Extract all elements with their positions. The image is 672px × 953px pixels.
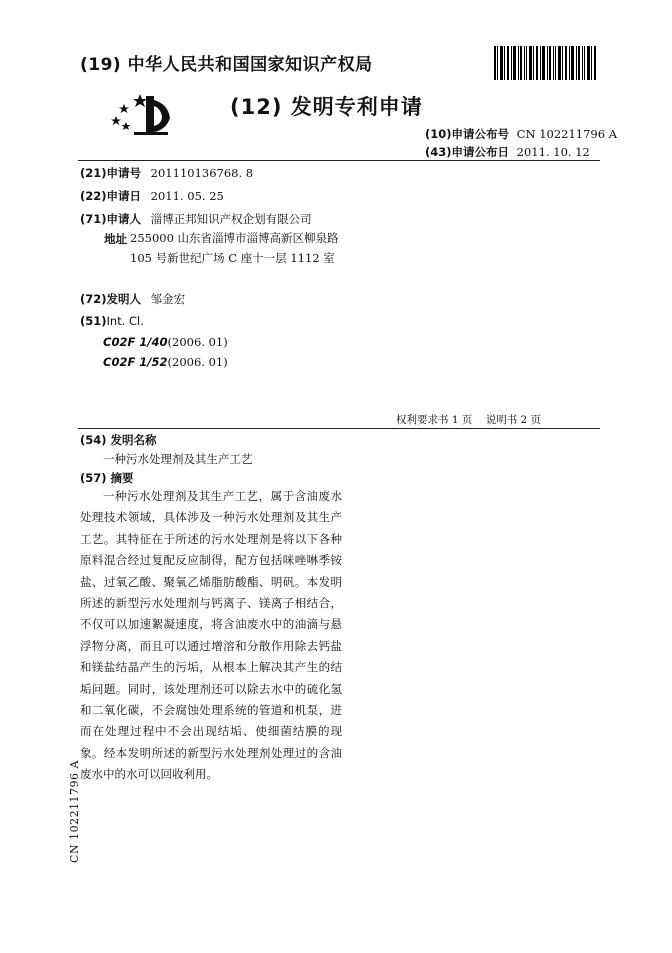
invention-title-label: 发明名称 [110,433,157,447]
application-date-row [80,188,224,204]
inventor-value: 邹金宏 [150,292,186,306]
ipc-class-version: (2006. 01) [167,355,228,369]
ipc-class-version: (2006. 01) [167,335,228,349]
section-divider [78,428,600,429]
application-number-value: 201110136768. 8 [150,166,254,180]
address-label: 地址 [104,232,127,246]
publication-date-code: (43) [425,145,452,159]
applicant-value: 淄博正邦知识产权企划有限公司 [150,212,312,226]
side-publication-number: CN 102211796 A [68,760,81,863]
application-date-value: 2011. 05. 25 [150,189,224,203]
document-type-title: (12) 发明专利申请 [230,95,423,119]
header-divider [78,160,600,161]
patent-office-header: (19) 中华人民共和国国家知识产权局 [80,55,373,75]
ipc-entry [103,355,228,369]
publication-number-row [425,126,617,142]
abstract-text: 一种污水处理剂及其生产工艺，属于含油废水处理技术领域，具体涉及一种污水处理剂及其生产工艺。其特征在于所述的污水处理剂是将以下各种原料混合经过复配反应制得，配方包括咪唑啉季铵盐、过氧乙酸、聚氧乙烯脂肪酸酯、明矾。本发明所述的新型污水处理剂与钙离子、镁离子相结合，不仅可以加速絮凝速度，将含油废水中的油滴与悬浮物分离，而且可以通过增溶和分散作用除去钙盐和镁盐结晶产生的污垢，从根本上解决其产生的结垢问题。同时，该处理剂还可以除去水中的硫化氢和二氧化碳，不会腐蚀处理系统的管道和机泵，进而在处理过程中不会出现结垢、使细菌结膜的现象。经本发明所述的新型污水处理剂处理过的含油废水中的水可以回收利用。 [80,489,342,782]
invention-title-code: (54) [80,433,107,447]
ipc-entry [103,335,228,349]
inventor-code: (72) [80,292,107,306]
ipc-row [80,314,144,328]
abstract-heading [80,470,134,486]
publication-number-code: (10) [425,127,452,141]
publication-date-label: 申请公布日 [451,145,510,159]
application-number-row [80,165,253,181]
ipc-class-code: C02F 1/40 [103,335,168,349]
publication-date-value: 2011. 10. 12 [516,145,590,159]
address-value: 255000 山东省淄博市淄博高新区柳泉路 105 号新世纪广场 C 座十一层 1112 室 [130,231,339,265]
publication-number-value: CN 102211796 A [516,127,617,141]
applicant-row [80,211,312,227]
patent-office-logo-icon [110,92,172,136]
application-date-code: (22) [80,189,107,203]
abstract-code: (57) [80,471,107,485]
application-number-label: 申请号 [106,166,142,180]
invention-title: 一种污水处理剂及其生产工艺 [103,452,253,466]
publication-date-row [425,144,590,160]
invention-title-heading [80,432,157,448]
inventor-label: 发明人 [106,292,142,306]
barcode-icon [494,46,596,80]
applicant-code: (71) [80,212,107,226]
inventor-row [80,291,185,307]
ipc-label: Int. Cl. [106,314,144,328]
page-count-info: 权利要求书 1 页 说明书 2 页 [396,414,542,426]
abstract-label: 摘要 [110,471,134,485]
publication-number-label: 申请公布号 [451,127,510,141]
application-number-code: (21) [80,166,107,180]
ipc-class-code: C02F 1/52 [103,355,168,369]
applicant-label: 申请人 [106,212,142,226]
ipc-code: (51) [80,314,107,328]
application-date-label: 申请日 [106,189,142,203]
